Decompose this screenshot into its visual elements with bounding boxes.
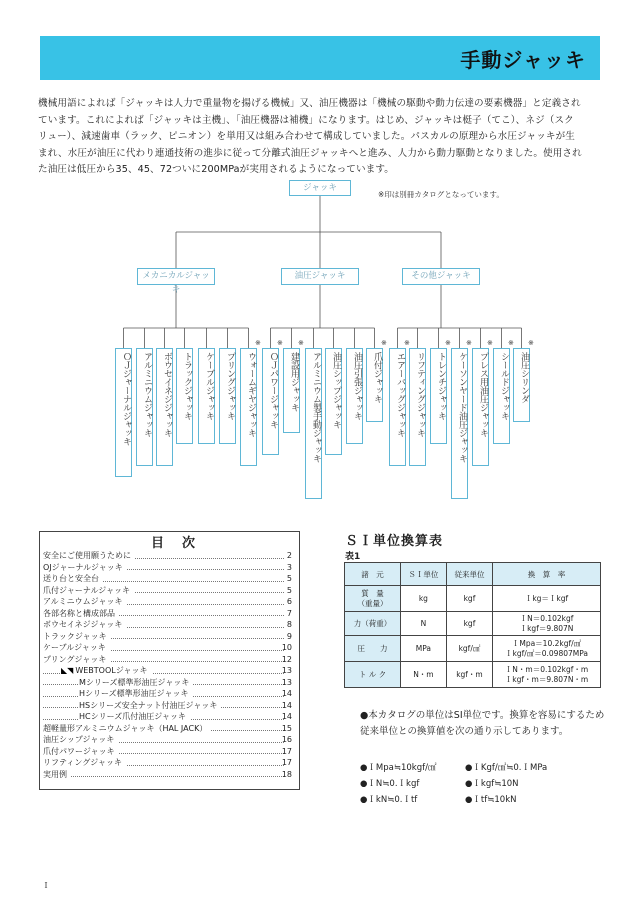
toc-row bbox=[43, 677, 296, 689]
equivalent-item: ●ＩN≒0.Ｉkgf bbox=[360, 779, 420, 789]
category-box: 油圧ジャッキ bbox=[281, 268, 359, 285]
toc-page: 14 bbox=[281, 700, 292, 710]
toc-label: 安全にご使用願うために bbox=[43, 551, 131, 560]
catalog-star-mark: ※ bbox=[466, 339, 472, 347]
equivalent-item: ●ＩkN≒0.Ｉtf bbox=[360, 795, 418, 805]
si-note: ●本カタログの単位はSI単位です。換算を容易にするため従来単位との換算値を次の通り示してあります。 bbox=[360, 710, 605, 737]
toc-label-wrap bbox=[43, 631, 111, 643]
toc-page: 3 bbox=[286, 562, 292, 572]
si-cell-name: ト ル ク bbox=[345, 662, 401, 688]
toc-label: ケーブルジャッキ bbox=[43, 643, 106, 652]
intro-line: た油圧は低圧から35、45、72ついに200MPaが実用されるようになっています。 bbox=[38, 164, 394, 175]
toc-label: HCシリーズ爪付油圧ジャッキ bbox=[79, 712, 187, 721]
catalog-star-mark: ※ bbox=[445, 339, 451, 347]
si-cell-rate: ＩN・m＝0.102kgf・m Ｉkgf・m＝9.807N・m bbox=[493, 662, 601, 688]
si-cell-rate: Ｉkg＝Ｉkgf bbox=[493, 586, 601, 612]
tree-item-box: 建設用ジャッキ bbox=[283, 348, 300, 433]
tree-item-box: ケーブルジャッキ bbox=[198, 348, 215, 444]
toc-row bbox=[43, 631, 296, 643]
toc-row bbox=[43, 734, 296, 746]
toc-label: 超軽量形アルミニウムジャッキ（HAL JACK） bbox=[43, 723, 208, 733]
si-cell-si: N・m bbox=[400, 662, 446, 688]
toc-label: アルミニウムジャッキ bbox=[43, 597, 123, 606]
toc-page: 17 bbox=[281, 746, 292, 756]
catalog-star-mark: ※ bbox=[508, 339, 514, 347]
toc-label-wrap bbox=[43, 585, 134, 597]
toc-label: 爪付パワージャッキ bbox=[43, 746, 115, 756]
toc-label: 爪付ジャーナルジャッキ bbox=[43, 585, 131, 595]
toc-label-wrap bbox=[43, 562, 127, 574]
toc-leader bbox=[43, 776, 284, 777]
si-header-row bbox=[345, 563, 601, 586]
equivalent-item: ●Ｉtf≒10kN bbox=[465, 795, 517, 805]
toc-label-wrap bbox=[79, 711, 190, 723]
toc-row bbox=[43, 573, 296, 585]
tree-item-box: アルミニウム製手動ジャッキ bbox=[305, 348, 322, 499]
si-row bbox=[345, 612, 601, 636]
si-header-cell: 従来単位 bbox=[446, 563, 492, 586]
toc-row bbox=[43, 608, 296, 620]
toc-row bbox=[43, 757, 296, 769]
tree-item-box: トレンチジャッキ bbox=[430, 348, 447, 444]
toc-page: 10 bbox=[281, 643, 292, 652]
webtool-logo-icon: ◣◥ bbox=[61, 666, 74, 675]
toc-row bbox=[43, 619, 296, 631]
intro-line: まれ、水圧が油圧に代わり連通技術の進歩に従って分離式油圧ジャッキへと進み、人力から動力駆動となりました。使用され bbox=[38, 147, 582, 159]
toc-list bbox=[43, 550, 296, 780]
toc-page: 15 bbox=[281, 723, 292, 733]
tree-item-box: ケーソンヤード油圧ジャッキ bbox=[451, 348, 468, 499]
toc-label: リフティングジャッキ bbox=[43, 758, 123, 767]
si-cell-old: kgf bbox=[446, 612, 492, 636]
toc-page: 5 bbox=[286, 585, 292, 595]
si-cell-rate: ＩN＝0.102kgf Ｉkgf＝9.807N bbox=[493, 612, 601, 636]
toc-label: Mシリーズ標準形油圧ジャッキ bbox=[79, 677, 190, 687]
si-cell-rate: ＩMpa＝10.2kgf/㎠ Ｉkgf/㎠＝0.09807MPa bbox=[493, 636, 601, 662]
toc-label-wrap bbox=[79, 688, 192, 700]
intro-line: ています。これによれば「ジャッキは主機」、「油圧機器は補機」になります。はじめ、ジャッキは梃子（てこ）、ネジ（スク bbox=[38, 114, 574, 126]
equivalent-item: ●ＩKgf/㎠≒0.ＩMPa bbox=[465, 763, 548, 773]
catalog-star-mark: ※ bbox=[381, 339, 387, 347]
tree-item-box: ＯＪジャーナルジャッキ bbox=[115, 348, 132, 477]
page-number: Ｉ bbox=[42, 881, 50, 890]
equivalent-item: ●Ｉkgf≒10N bbox=[465, 779, 519, 789]
si-cell-name: 質 量 （重量） bbox=[345, 586, 401, 612]
page-title: 手動ジャッキ bbox=[460, 48, 586, 72]
tree-item-box: ＯＪパワージャッキ bbox=[262, 348, 279, 455]
tree-item-box: 油圧シリンダ bbox=[513, 348, 530, 422]
toc-label-wrap bbox=[43, 757, 126, 769]
si-table-subtitle: 表1 bbox=[345, 552, 361, 562]
tree-item-box: 油圧シップジャッキ bbox=[325, 348, 342, 455]
toc-page: 5 bbox=[286, 574, 292, 583]
toc-label: 油圧シップジャッキ bbox=[43, 735, 115, 744]
intro-line: 機械用語によれば「ジャッキは人力で重量物を揚げる機械」又、油圧機器は「機械の駆動や動力伝達の要素機器」と定義され bbox=[38, 98, 581, 109]
si-table-title: ＳＩ単位換算表 bbox=[345, 534, 444, 549]
si-cell-old: kgf・m bbox=[446, 662, 492, 688]
toc-row bbox=[43, 654, 296, 666]
toc-row bbox=[43, 700, 296, 712]
toc-label: 送り台と安全台 bbox=[43, 574, 99, 583]
toc-label-wrap bbox=[43, 746, 119, 758]
tree-item-box: アルミニウムジャッキ bbox=[136, 348, 153, 466]
toc-label-wrap bbox=[43, 573, 103, 585]
tree-item-box: トラックジャッキ bbox=[176, 348, 193, 444]
toc-label: ボウセイネジジャッキ bbox=[43, 620, 123, 629]
toc-row bbox=[43, 596, 296, 608]
si-row bbox=[345, 586, 601, 612]
toc-label: OJジャーナルジャッキ bbox=[43, 562, 123, 572]
toc-page: 14 bbox=[281, 712, 292, 721]
tree-item-box: ウォームギヤジャッキ bbox=[240, 348, 257, 466]
toc-page: 9 bbox=[286, 631, 292, 641]
tree-item-box: 油圧引張ジャッキ bbox=[346, 348, 363, 444]
toc-label-wrap bbox=[61, 665, 152, 677]
toc-row bbox=[43, 746, 296, 758]
si-cell-si: kg bbox=[400, 586, 446, 612]
toc-page: 13 bbox=[281, 677, 292, 687]
si-row bbox=[345, 662, 601, 688]
toc-row bbox=[43, 550, 296, 562]
toc-page: 8 bbox=[286, 620, 292, 629]
si-cell-name: 力（荷重） bbox=[345, 612, 401, 636]
toc-page: 13 bbox=[281, 666, 292, 675]
tree-item-box: エアーバッグジャッキ bbox=[389, 348, 406, 466]
category-box: メカニカルジャッキ bbox=[137, 268, 215, 285]
catalog-star-mark: ※ bbox=[277, 339, 283, 347]
tree-item-box: プレス用油圧ジャッキ bbox=[472, 348, 489, 466]
tree-item-box: 爪付ジャッキ bbox=[366, 348, 383, 422]
toc-row bbox=[43, 562, 296, 574]
catalog-star-mark: ※ bbox=[404, 339, 410, 347]
equivalent-item: ●ＩMpa≒10kgf/㎠ bbox=[360, 763, 437, 773]
toc-header bbox=[39, 531, 298, 549]
toc-label-wrap bbox=[43, 769, 71, 781]
toc-label: トラックジャッキ bbox=[43, 631, 107, 641]
toc-label-wrap bbox=[79, 677, 193, 689]
intro-line: リュー）、減速歯車（ラック、ピニオン）を単用又は組み合わせて構成していました。パスカルの原理から水圧ジャッキが生 bbox=[38, 131, 575, 142]
catalog-star-mark: ※ bbox=[528, 339, 534, 347]
si-cell-old: kgf/㎠ bbox=[446, 636, 492, 662]
toc-label-wrap bbox=[43, 550, 135, 562]
toc-label-wrap bbox=[43, 596, 126, 608]
toc-row bbox=[43, 688, 296, 700]
tree-item-box: ボウセイネジジャッキ bbox=[156, 348, 173, 466]
toc-page: 2 bbox=[286, 551, 292, 560]
toc-page: 18 bbox=[281, 769, 292, 779]
toc-label-wrap bbox=[43, 723, 211, 735]
toc-page: 7 bbox=[286, 608, 292, 618]
toc-title: 目次 bbox=[151, 536, 214, 551]
si-cell-si: N bbox=[400, 612, 446, 636]
toc-page: 12 bbox=[281, 654, 292, 664]
si-conversion-table bbox=[344, 562, 601, 688]
catalog-star-mark: ※ bbox=[298, 339, 304, 347]
toc-label-wrap bbox=[43, 619, 126, 631]
toc-label-wrap bbox=[43, 608, 119, 620]
toc-label: 実用例 bbox=[43, 769, 67, 779]
toc-label: 各部名称と構成部品 bbox=[43, 608, 115, 618]
toc-page: 14 bbox=[281, 689, 292, 698]
si-cell-name: 圧 力 bbox=[345, 636, 401, 662]
toc-page: 17 bbox=[281, 758, 292, 767]
toc-label-wrap bbox=[43, 654, 110, 666]
si-header-cell: 換 算 率 bbox=[493, 563, 601, 586]
toc-page: 6 bbox=[286, 597, 292, 606]
si-row bbox=[345, 636, 601, 662]
tree-item-box: リフティングジャッキ bbox=[409, 348, 426, 466]
si-header-cell: ＳＩ単位 bbox=[400, 563, 446, 586]
tree-item-box: プリングジャッキ bbox=[219, 348, 236, 444]
toc-label: HSシリーズ安全ナット付油圧ジャッキ bbox=[79, 700, 218, 710]
tree-item-box: シールドジャッキ bbox=[493, 348, 510, 444]
toc-row bbox=[43, 642, 296, 654]
toc-row bbox=[43, 585, 296, 597]
catalog-star-mark: ※ bbox=[255, 339, 261, 347]
si-cell-si: MPa bbox=[400, 636, 446, 662]
si-header-cell: 諸 元 bbox=[345, 563, 401, 586]
toc-row bbox=[43, 711, 296, 723]
catalog-note: ※印は別冊カタログとなっています。 bbox=[378, 190, 504, 199]
toc-row bbox=[43, 665, 296, 677]
si-cell-old: kgf bbox=[446, 586, 492, 612]
toc-page: 16 bbox=[281, 735, 292, 744]
toc-label: Hシリーズ標準形油圧ジャッキ bbox=[79, 689, 189, 698]
toc-row bbox=[43, 769, 296, 781]
category-box: その他ジャッキ bbox=[402, 268, 480, 285]
toc-row bbox=[43, 723, 296, 735]
toc-label-wrap bbox=[79, 700, 221, 712]
toc-label-wrap bbox=[43, 642, 110, 654]
toc-label: プリングジャッキ bbox=[43, 654, 107, 664]
toc-label-wrap bbox=[43, 734, 118, 746]
toc-label: WEBTOOLジャッキ bbox=[75, 666, 148, 675]
tree-root-box: ジャッキ bbox=[289, 180, 351, 196]
catalog-star-mark: ※ bbox=[487, 339, 493, 347]
